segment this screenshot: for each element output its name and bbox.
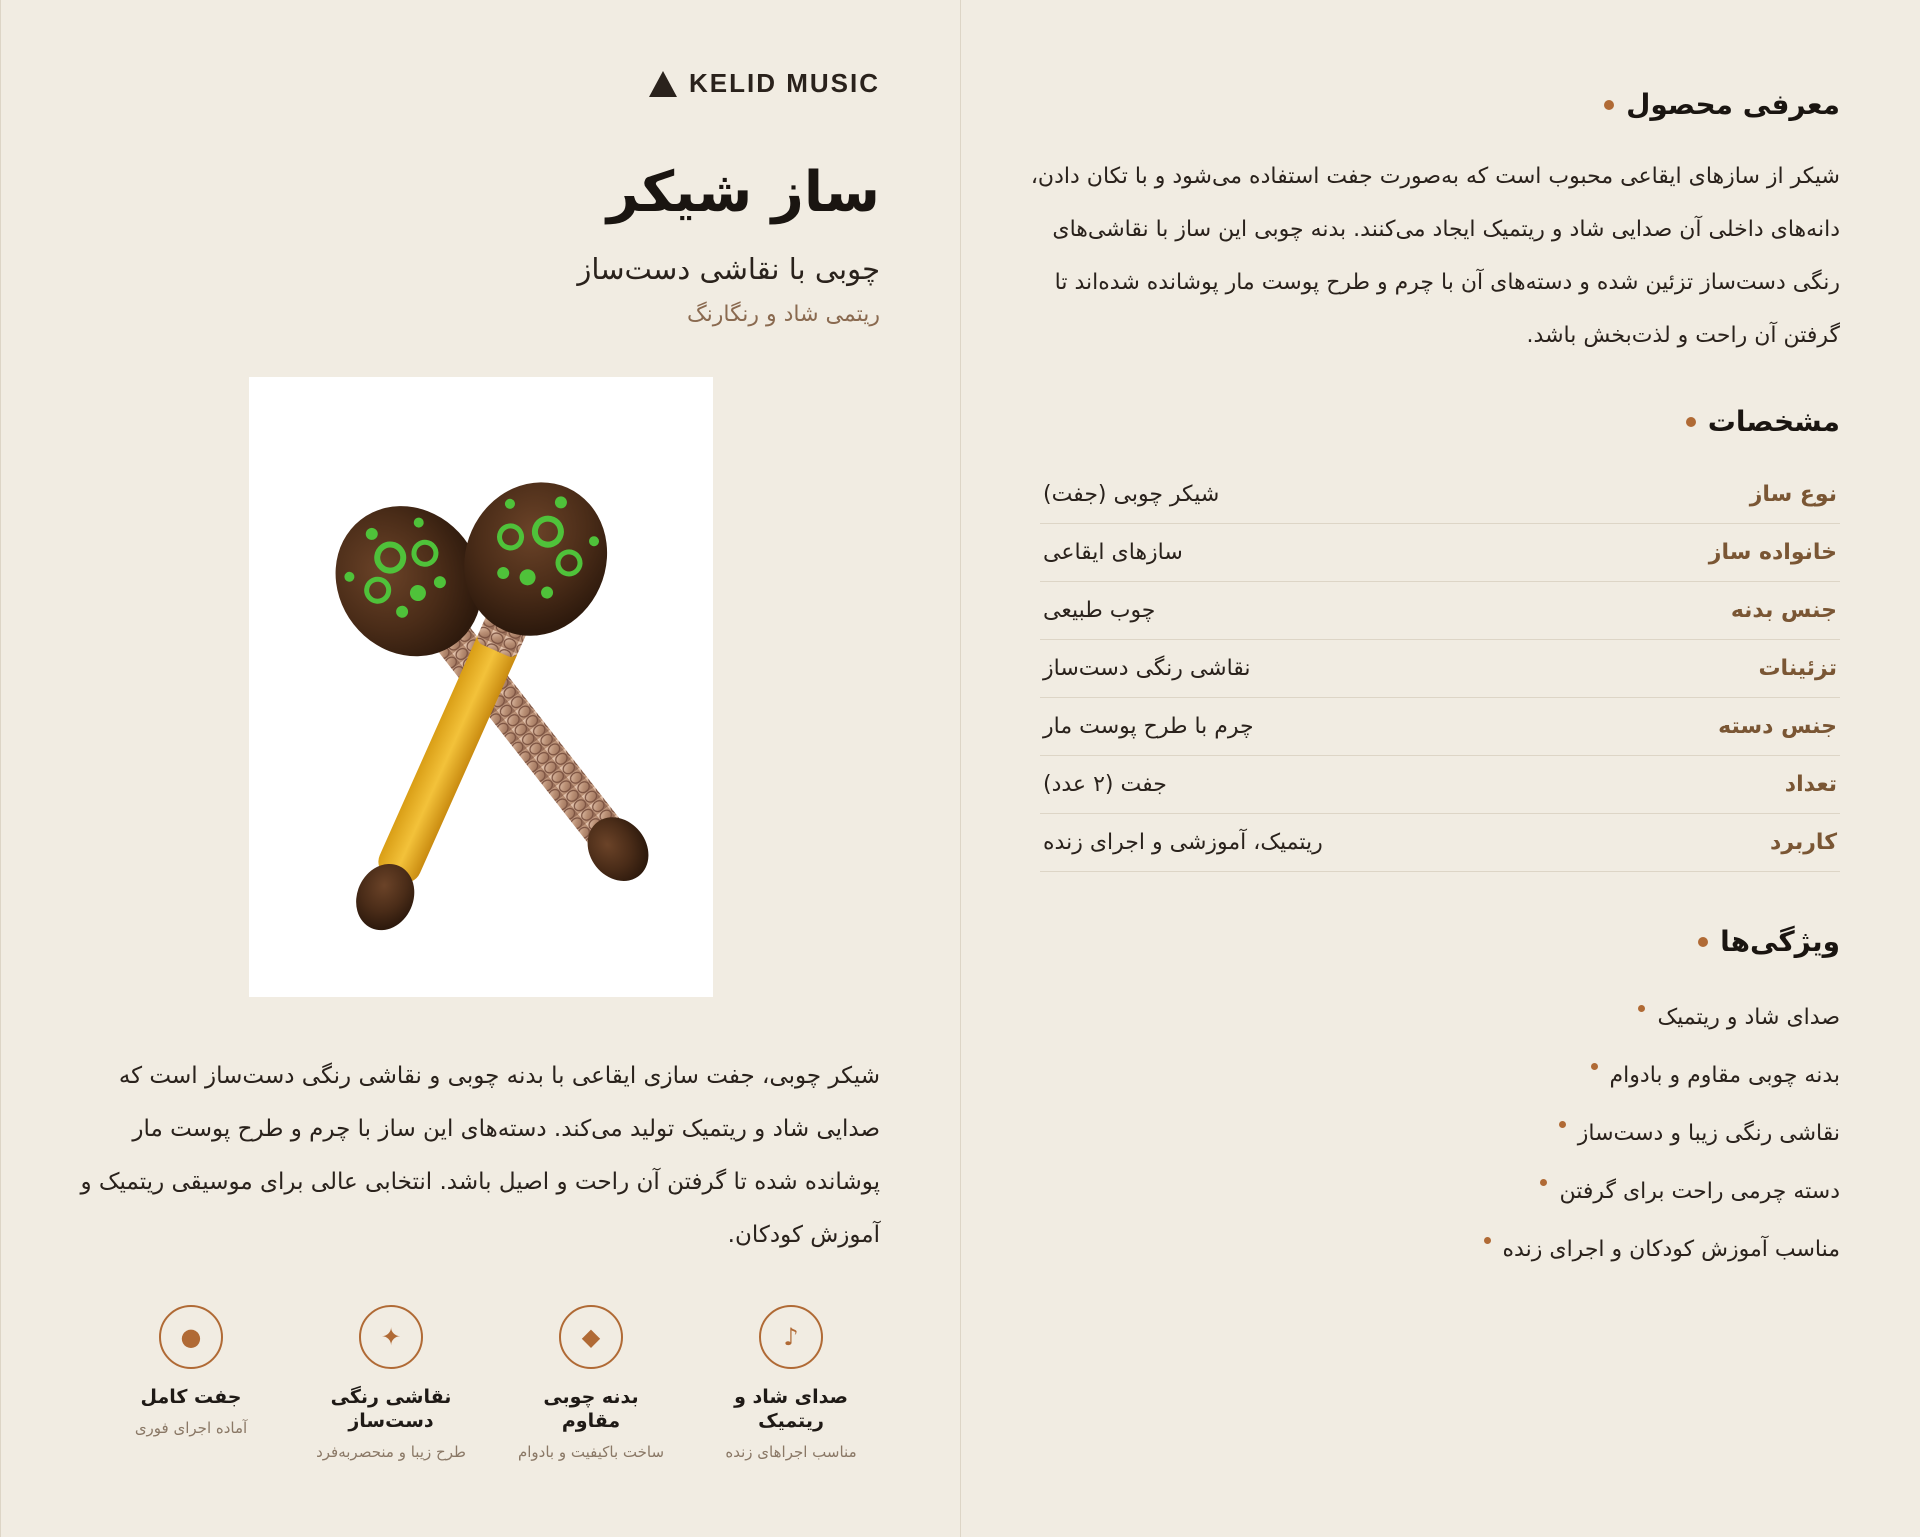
spec-key: نوع ساز <box>1749 482 1837 507</box>
music-note-icon: ♪ <box>759 1305 823 1369</box>
highlight-title: جفت کامل <box>140 1386 242 1408</box>
product-photo <box>249 377 713 997</box>
highlight-subtitle: ساخت باکیفیت و بادوام <box>517 1443 665 1461</box>
highlight-title: بدنه چوبی مقاوم <box>543 1386 639 1432</box>
bullet-dot-icon <box>1698 937 1708 947</box>
spec-key: جنس بدنه <box>1730 598 1837 623</box>
feature-text: نقاشی رنگی زیبا و دست‌ساز <box>1577 1120 1840 1146</box>
specs-table <box>1040 466 1840 872</box>
product-description: شیکر چوبی، جفت سازی ایقاعی با بدنه چوبی و نقاشی رنگی دست‌ساز است که صدایی شاد و ریتمیک تولید می‌کند. دسته‌های این ساز با چرم و طرح پوست مار پوشانده شده تا گرفتن آن راحت و اصیل باشد. انتخابی عالی برای موسیقی ریتمیک و آموزش کودکان. <box>80 1063 880 1248</box>
spec-row <box>1040 698 1840 756</box>
spec-row <box>1040 814 1840 872</box>
highlight-subtitle: مناسب اجراهای زنده <box>725 1443 857 1461</box>
feature-text: صدای شاد و ریتمیک <box>1657 1004 1840 1030</box>
diamond-icon: ◆ <box>559 1305 623 1369</box>
product-details <box>961 0 1920 1537</box>
list-item <box>1040 1220 1840 1278</box>
spec-key: تزئینات <box>1758 656 1837 681</box>
spec-value: شیکر چوبی (جفت) <box>1043 482 1220 507</box>
brand-name: KELID MUSIC <box>689 68 880 98</box>
spec-key: تعداد <box>1784 772 1837 797</box>
list-item <box>1040 1046 1840 1104</box>
spec-value: ریتمیک، آموزشی و اجرای زنده <box>1043 830 1323 855</box>
specs-heading-text: مشخصات <box>1707 405 1840 438</box>
spec-key: کاربرد <box>1770 830 1837 855</box>
bullet-dot-icon <box>1540 1179 1547 1186</box>
highlight-subtitle: طرح زیبا و منحصربه‌فرد <box>316 1443 466 1461</box>
feature-text: دسته چرمی راحت برای گرفتن <box>1559 1178 1840 1204</box>
spec-row <box>1040 466 1840 524</box>
bullet-dot-icon <box>1638 1005 1645 1012</box>
spec-value: سازهای ایقاعی <box>1043 540 1183 565</box>
bullet-dot-icon <box>1686 417 1696 427</box>
intro-text: شیکر از سازهای ایقاعی محبوب است که به‌صورت جفت استفاده می‌شود و با تکان دادن، دانه‌های داخلی آن صدایی شاد و ریتمیک ایجاد می‌کنند. بدنه چوبی این ساز با نقاشی‌های رنگی دست‌ساز تزئین شده و دسته‌های آن با چرم و طرح پوست مار پوشانده شده‌اند تا گرفتن آن راحت و لذت‌بخش باشد. <box>1030 164 1840 348</box>
highlight-item <box>491 1305 691 1475</box>
highlight-item <box>91 1305 291 1475</box>
sparkle-icon: ✦ <box>359 1305 423 1369</box>
list-item <box>1040 1162 1840 1220</box>
bullet-dot-icon <box>1559 1121 1566 1128</box>
spec-key: جنس دسته <box>1718 714 1837 739</box>
product-title: ساز شیکر <box>606 160 880 225</box>
highlights-row <box>91 1305 891 1475</box>
triangle-icon <box>649 71 677 97</box>
list-item <box>1040 988 1840 1046</box>
spec-value: چرم با طرح پوست مار <box>1043 714 1254 739</box>
spec-row <box>1040 640 1840 698</box>
highlight-item <box>291 1305 491 1475</box>
bullet-dot-icon <box>1604 100 1614 110</box>
features-heading <box>1698 925 1840 958</box>
spec-row <box>1040 524 1840 582</box>
spec-value: نقاشی رنگی دست‌ساز <box>1043 656 1251 681</box>
maracas-illustration <box>249 377 713 997</box>
highlight-subtitle: آماده اجرای فوری <box>134 1419 248 1437</box>
product-subtitle: چوبی با نقاشی دست‌ساز <box>577 252 880 286</box>
bullet-dot-icon <box>1484 1237 1491 1244</box>
feature-text: بدنه چوبی مقاوم و بادوام <box>1609 1062 1840 1088</box>
highlight-title: نقاشی رنگی دست‌ساز <box>330 1386 452 1432</box>
spec-row <box>1040 582 1840 640</box>
bullet-dot-icon <box>1591 1063 1598 1070</box>
dot-icon: ● <box>159 1305 223 1369</box>
highlight-item <box>691 1305 891 1475</box>
spec-row <box>1040 756 1840 814</box>
feature-text: مناسب آموزش کودکان و اجرای زنده <box>1502 1236 1840 1262</box>
spec-value: جفت (۲ عدد) <box>1043 772 1167 797</box>
specs-heading <box>1686 405 1840 438</box>
features-list <box>1040 988 1840 1278</box>
intro-heading <box>1604 88 1840 121</box>
list-item <box>1040 1104 1840 1162</box>
features-heading-text: ویژگی‌ها <box>1720 925 1840 958</box>
product-tagline: ریتمی شاد و رنگارنگ <box>686 302 880 327</box>
highlight-title: صدای شاد و ریتمیک <box>734 1386 848 1432</box>
brand-logo[interactable] <box>649 68 880 99</box>
spec-key: خانواده ساز <box>1708 540 1837 565</box>
intro-heading-text: معرفی محصول <box>1626 88 1840 121</box>
spec-value: چوب طبیعی <box>1043 598 1156 623</box>
